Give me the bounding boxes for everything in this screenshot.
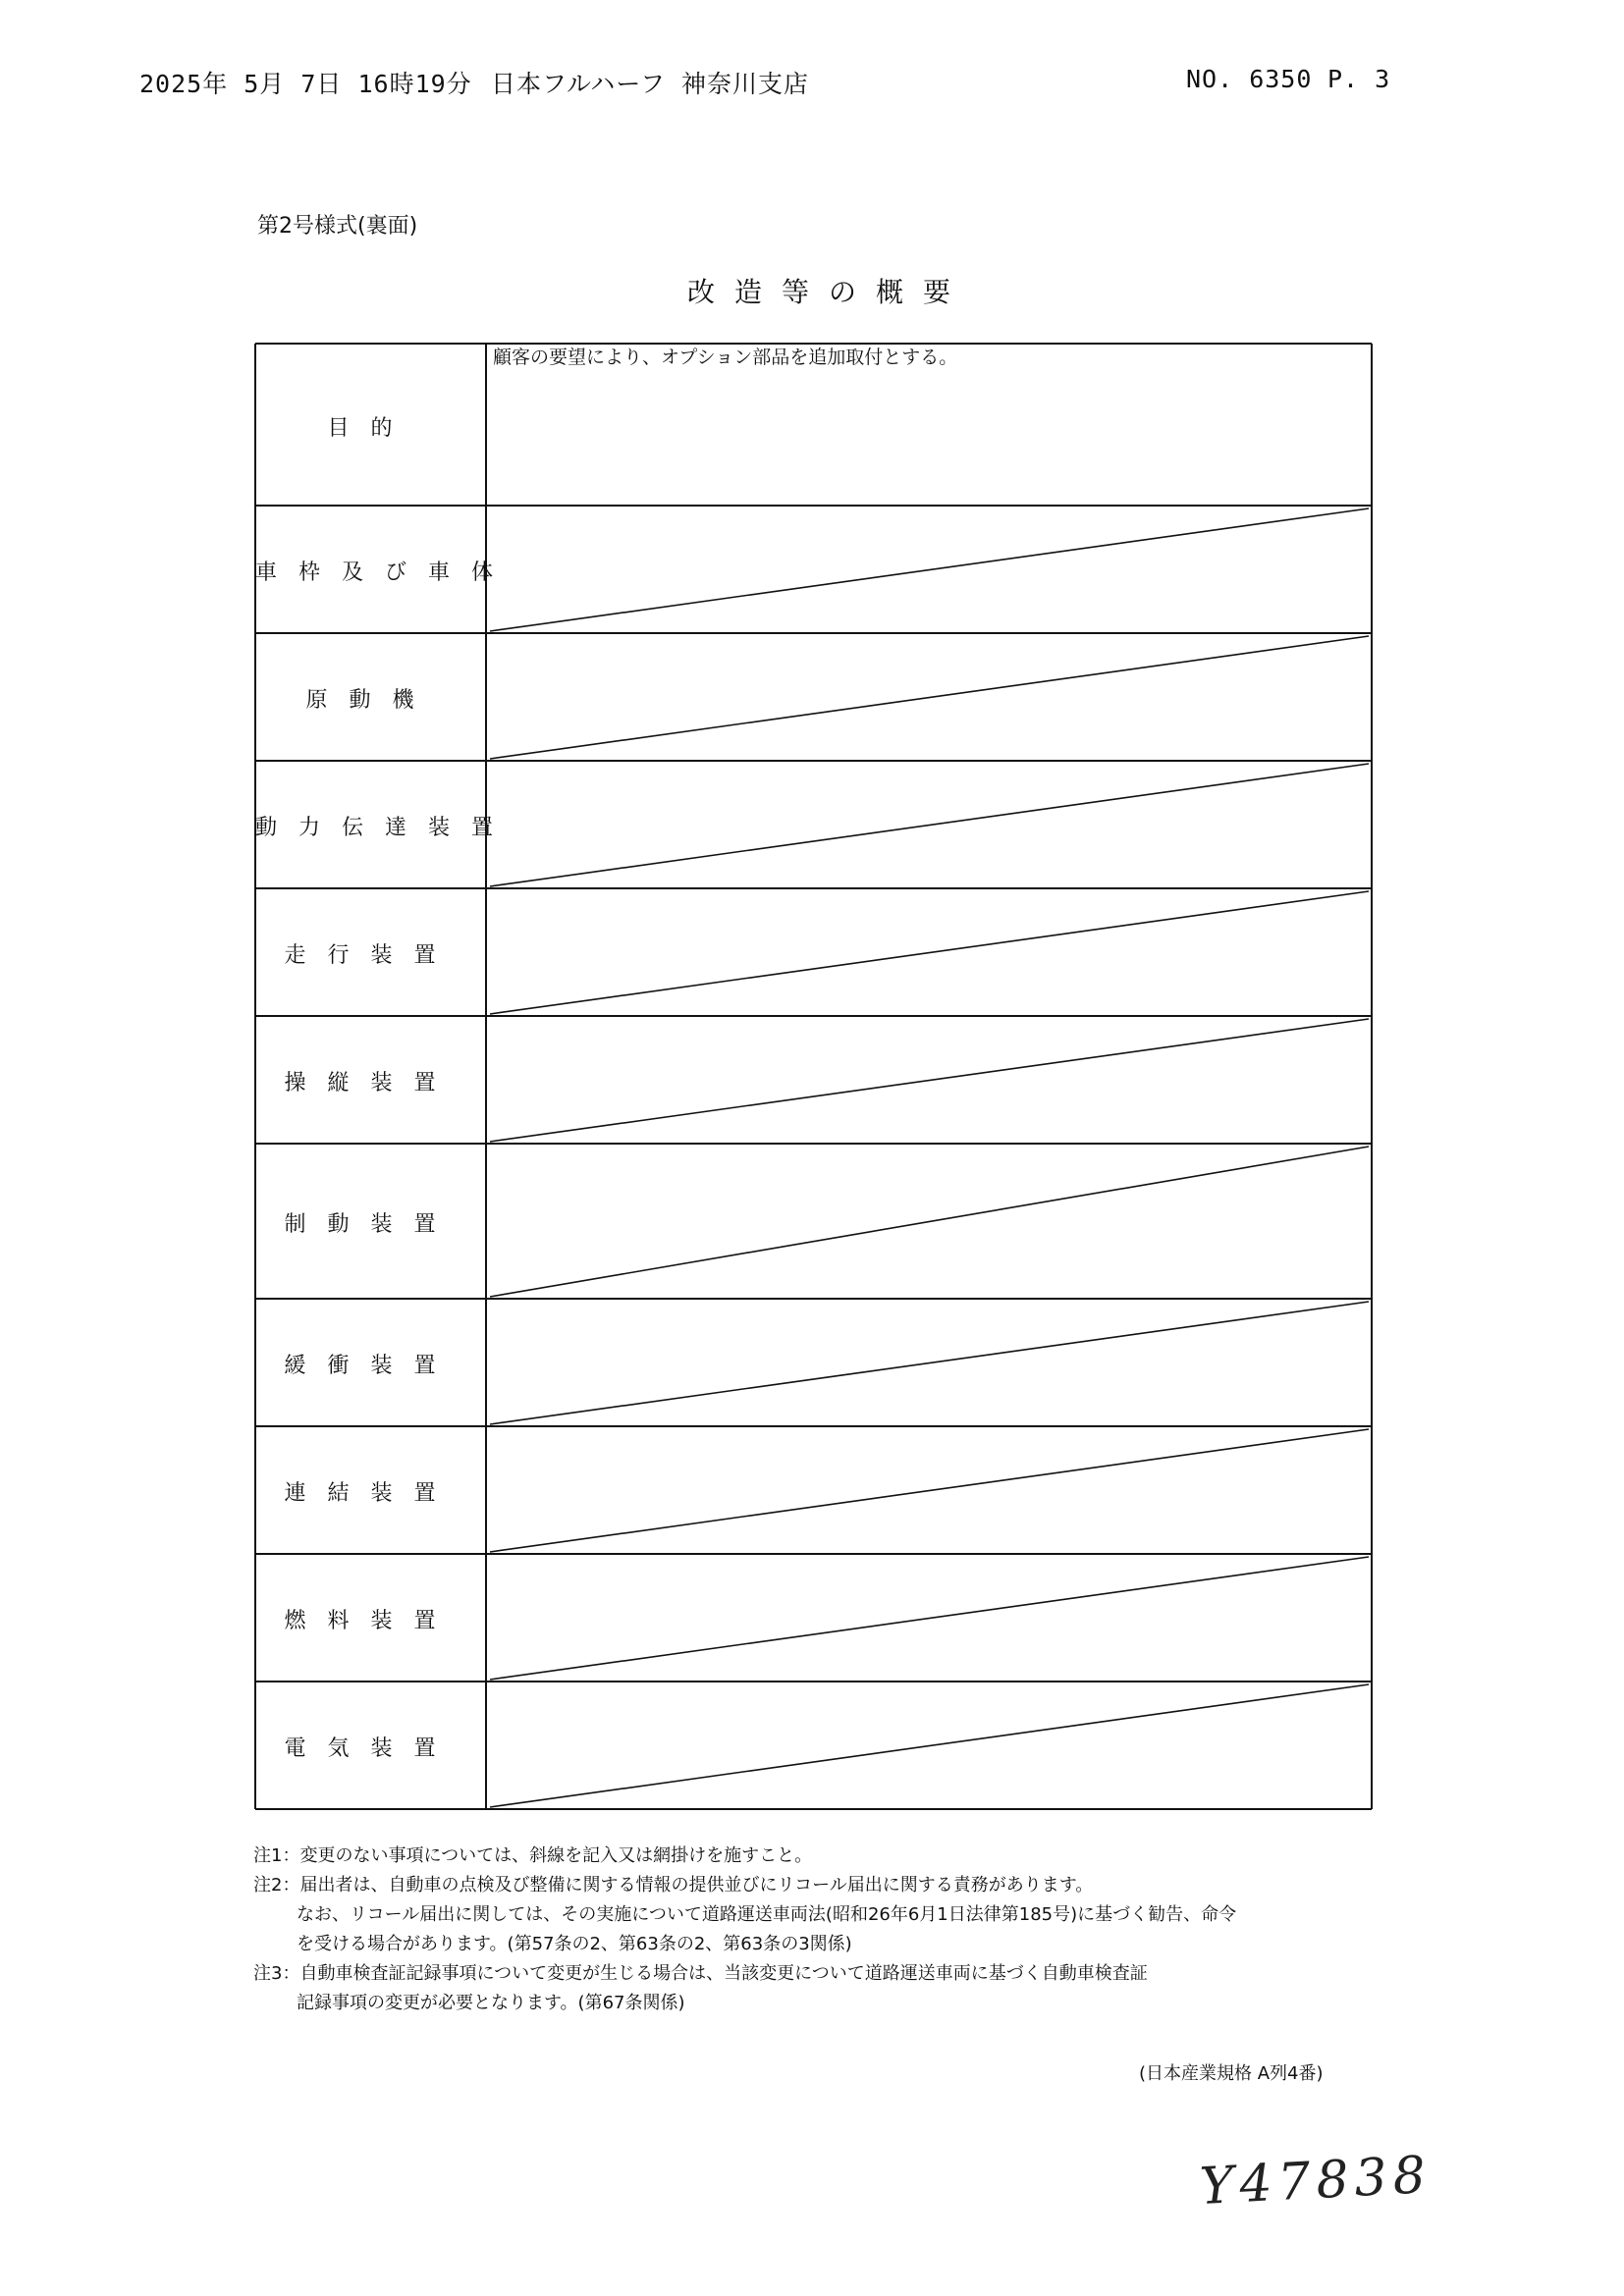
strike-diagonal [490,1429,1369,1552]
note-3-line-2: 記録事項の変更が必要となります。(第67条関係) [297,1993,685,2013]
handwritten-id: Y47838 [1198,2145,1434,2217]
row-label: 動力伝達装置 [255,816,515,840]
strike-diagonal [490,1557,1369,1680]
strike-diagonal [490,1684,1369,1807]
row-label: 操縦装置 [284,1071,458,1095]
strike-diagonal [490,508,1369,631]
form-label: 第2号様式(裏面) [257,214,418,239]
note-1: 注1：変更のない事項については、斜線を記入又は網掛けを施すこと。 [253,1845,813,1866]
note-2-line-1: 注2：届出者は、自動車の点検及び整備に関する情報の提供並びにリコール届出に関する責務があります。 [253,1875,1094,1896]
fax-datetime: 2025年 5月 7日 16時19分 [139,70,472,98]
notes-section [253,1842,1236,2018]
strike-diagonal [490,764,1369,886]
row-label: 電気装置 [284,1736,458,1761]
row-label: 連結装置 [284,1481,458,1506]
strike-diagonal [490,1302,1369,1424]
strike-diagonal [490,1019,1369,1142]
strike-diagonal [490,891,1369,1014]
fax-number: NO. 6350 [1186,65,1313,93]
page-title: 改造等の概要 [687,276,971,308]
strike-diagonal [490,1147,1369,1297]
row-label: 車枠及び車体 [255,561,515,585]
fax-page-number: P. 3 [1327,65,1391,93]
row-label: 走行装置 [284,943,458,968]
row-label: 制動装置 [284,1212,458,1237]
fax-sender: 日本フルハーフ 神奈川支店 [491,70,810,98]
note-3-line-1: 注3：自動車検査証記録事項について変更が生じる場合は、当該変更について道路運送車両に基づく自動車検査証 [253,1963,1148,1984]
purpose-content: 顧客の要望により、オプション部品を追加取付とする。 [493,347,958,368]
note-2-line-2: なお、リコール届出に関しては、その実施について道路運送車両法(昭和26年6月1日法律第185号)に基づく勧告、命令 [297,1904,1237,1925]
note-2-line-3: を受ける場合があります。(第57条の2、第63条の2、第63条の3関係) [297,1934,852,1954]
strike-diagonal [490,636,1369,759]
row-label: 燃料装置 [284,1609,458,1633]
standard-reference: (日本産業規格 A列4番) [1139,2063,1324,2084]
row-label: 原動機 [305,688,436,713]
row-label: 緩衝装置 [284,1354,458,1378]
row-label: 目的 [327,416,414,441]
